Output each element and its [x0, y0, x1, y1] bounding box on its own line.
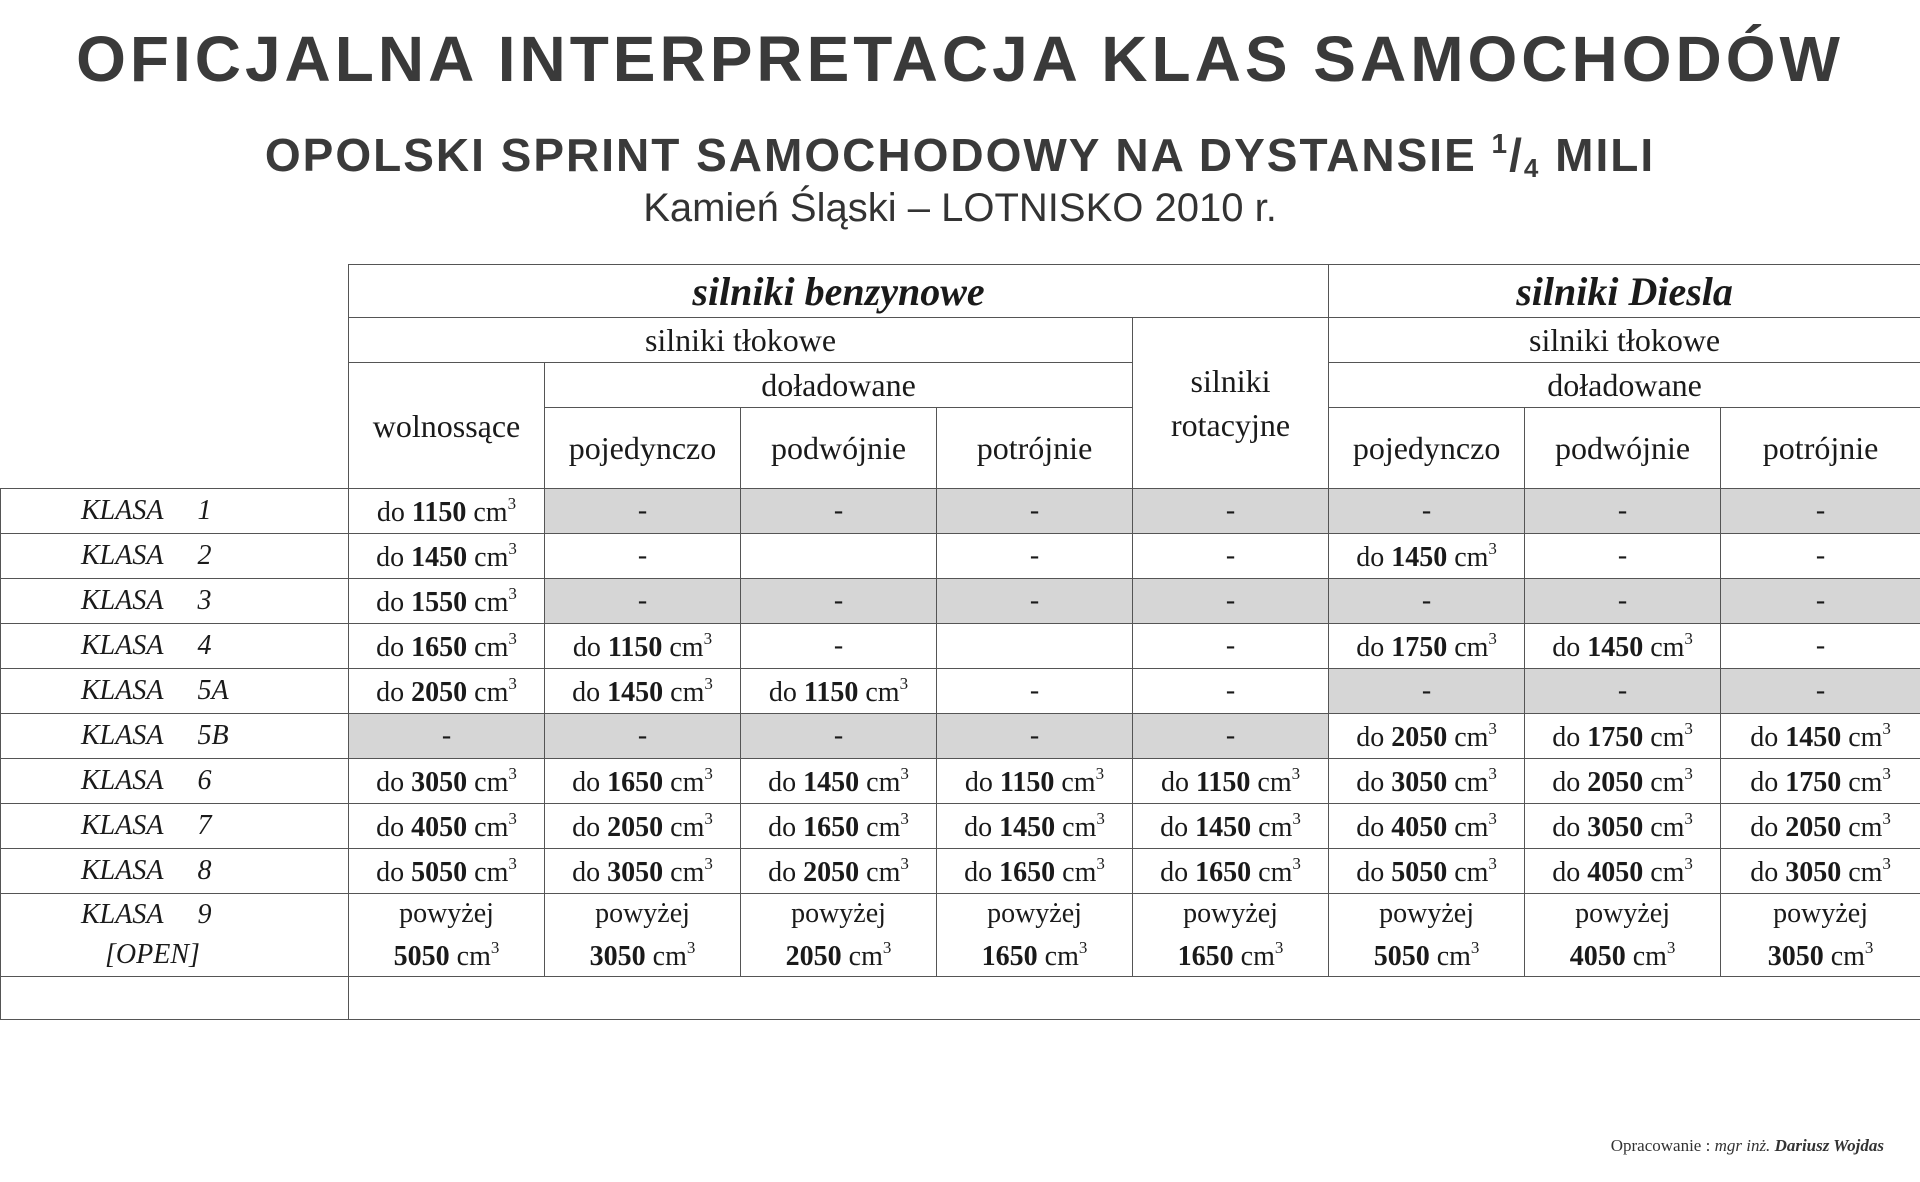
- class-label: [1, 579, 349, 624]
- dash-cell: -: [1525, 669, 1721, 714]
- capacity-cell: do 1550 $cm^3$: [349, 579, 545, 624]
- capacity-cell: do 1750 $cm^3$: [1721, 759, 1920, 804]
- diesel-piston-header: silniki tłokowe: [1329, 318, 1920, 363]
- class-label: [1, 849, 349, 894]
- class-number: 7: [197, 810, 212, 841]
- dash-cell: -: [349, 714, 545, 759]
- dash-cell: -: [545, 489, 741, 534]
- rotary-line2: rotacyjne: [1171, 407, 1291, 443]
- open-cell: powyżej 1650 $cm^3$: [1133, 894, 1329, 977]
- class-row: [1, 804, 1920, 849]
- capacity-cell: do 1450 $cm^3$: [741, 759, 937, 804]
- credit-name: Dariusz Wojdas: [1774, 1136, 1884, 1155]
- capacity-cell: do 2050 $cm^3$: [1721, 804, 1920, 849]
- dash-cell: -: [1329, 579, 1525, 624]
- capacity-cell: do 3050 $cm^3$: [1525, 804, 1721, 849]
- dash-cell: -: [937, 534, 1133, 579]
- open-cell: powyżej 5050 $cm^3$: [1329, 894, 1525, 977]
- open-cell: powyżej 2050 $cm^3$: [741, 894, 937, 977]
- dash-cell: -: [741, 579, 937, 624]
- class-number: 3: [197, 585, 212, 616]
- capacity-cell: do 4050 $cm^3$: [349, 804, 545, 849]
- group-diesel: silniki Diesla: [1329, 265, 1920, 318]
- capacity-cell: do 5050 $cm^3$: [349, 849, 545, 894]
- class-number: 8: [197, 855, 212, 886]
- author-credit: [1611, 1136, 1884, 1156]
- capacity-cell: do 1450 $cm^3$: [545, 669, 741, 714]
- class-label: [1, 489, 349, 534]
- class-label: [1, 534, 349, 579]
- credit-title: mgr inż.: [1714, 1136, 1771, 1155]
- open-cell: powyżej 4050 $cm^3$: [1525, 894, 1721, 977]
- open-cell: powyżej 3050 $cm^3$: [545, 894, 741, 977]
- dash-cell: -: [937, 669, 1133, 714]
- petrol-triple-header: potrójnie: [937, 408, 1133, 489]
- class-label: [1, 714, 349, 759]
- subtitle-main: OPOLSKI SPRINT SAMOCHODOWY NA DYSTANSIE: [264, 129, 1477, 181]
- petrol-piston-header: silniki tłokowe: [349, 318, 1133, 363]
- open-cell: powyżej 5050 $cm^3$: [349, 894, 545, 977]
- diesel-double-header: podwójnie: [1525, 408, 1721, 489]
- dash-cell: -: [1133, 624, 1329, 669]
- dash-cell: -: [1721, 489, 1920, 534]
- capacity-cell: do 1150 $cm^3$: [1133, 759, 1329, 804]
- class-number: 9: [197, 899, 212, 930]
- diesel-single-header: pojedynczo: [1329, 408, 1525, 489]
- capacity-cell: do 1650 $cm^3$: [545, 759, 741, 804]
- capacity-cell: do 1450 $cm^3$: [1525, 624, 1721, 669]
- capacity-cell: do 1650 $cm^3$: [741, 804, 937, 849]
- capacity-cell: do 1650 $cm^3$: [1133, 849, 1329, 894]
- empty-cell: [937, 624, 1133, 669]
- dash-cell: -: [937, 489, 1133, 534]
- class-row: [1, 624, 1920, 669]
- dash-cell: -: [1329, 489, 1525, 534]
- capacity-cell: do 1750 $cm^3$: [1525, 714, 1721, 759]
- capacity-cell: do 1450 $cm^3$: [1133, 804, 1329, 849]
- dash-cell: -: [1525, 489, 1721, 534]
- capacity-cell: do 1650 $cm^3$: [349, 624, 545, 669]
- capacity-cell: do 3050 $cm^3$: [1721, 849, 1920, 894]
- class-row: [1, 579, 1920, 624]
- capacity-cell: do 1450 $cm^3$: [1721, 714, 1920, 759]
- page-subtitle: OPOLSKI SPRINT SAMOCHODOWY NA DYSTANSIE $^1/_4$ MILI: [264, 128, 1656, 183]
- page-title: OFICJALNA INTERPRETACJA KLAS SAMOCHODÓW: [76, 23, 1844, 95]
- empty-cell: [349, 977, 1920, 1020]
- dash-cell: -: [1133, 714, 1329, 759]
- class-row: [1, 669, 1920, 714]
- empty-row: [1, 977, 1920, 1020]
- class-label-text: KLASA: [81, 675, 164, 706]
- capacity-cell: do 1150 $cm^3$: [545, 624, 741, 669]
- capacity-cell: do 1450 $cm^3$: [349, 534, 545, 579]
- dash-cell: -: [1133, 669, 1329, 714]
- open-class-row: [1, 894, 1920, 977]
- class-label: [1, 894, 349, 977]
- capacity-cell: do 1450 $cm^3$: [937, 804, 1133, 849]
- capacity-cell: do 2050 $cm^3$: [1525, 759, 1721, 804]
- dash-cell: -: [1133, 534, 1329, 579]
- capacity-cell: do 1150 $cm^3$: [349, 489, 545, 534]
- capacity-cell: do 2050 $cm^3$: [1329, 714, 1525, 759]
- dash-cell: -: [741, 489, 937, 534]
- dash-cell: -: [1525, 534, 1721, 579]
- class-label: [1, 669, 349, 714]
- class-label-text: KLASA: [81, 810, 164, 841]
- dash-cell: -: [741, 624, 937, 669]
- capacity-cell: do 5050 $cm^3$: [1329, 849, 1525, 894]
- class-row: [1, 489, 1920, 534]
- dash-cell: -: [937, 714, 1133, 759]
- petrol-single-header: pojedynczo: [545, 408, 741, 489]
- class-label-text: KLASA: [81, 630, 164, 661]
- capacity-cell: do 1750 $cm^3$: [1329, 624, 1525, 669]
- class-number: 5A: [197, 675, 229, 706]
- capacity-cell: do 2050 $cm^3$: [741, 849, 937, 894]
- diesel-charged-header: doładowane: [1329, 363, 1920, 408]
- class-number: 6: [197, 765, 212, 796]
- dash-cell: -: [545, 714, 741, 759]
- dash-cell: -: [1329, 669, 1525, 714]
- rotary-line1: silniki: [1190, 363, 1271, 399]
- class-label-text: KLASA: [81, 720, 164, 751]
- rotary-header: [1133, 318, 1329, 489]
- class-rows: [1, 489, 1920, 894]
- class-label-text: KLASA: [81, 765, 164, 796]
- class-label-text: KLASA: [81, 540, 164, 571]
- event-place: Kamień Śląski – LOTNISKO 2010 r.: [643, 186, 1277, 230]
- class-tag: [OPEN]: [105, 939, 200, 970]
- capacity-cell: do 3050 $cm^3$: [349, 759, 545, 804]
- class-label-text: KLASA: [81, 899, 164, 930]
- class-label: [1, 759, 349, 804]
- subtitle-tail: MILI: [1555, 129, 1656, 181]
- class-label: [1, 804, 349, 849]
- corner-cell: [1, 265, 349, 489]
- dash-cell: -: [1525, 579, 1721, 624]
- subtitle-fraction-numerator: 1: [1491, 128, 1510, 159]
- dash-cell: -: [741, 714, 937, 759]
- capacity-cell: do 1150 $cm^3$: [741, 669, 937, 714]
- credit-prefix: Opracowanie :: [1610, 1136, 1711, 1155]
- class-number: 4: [197, 630, 212, 661]
- dash-cell: -: [1721, 669, 1920, 714]
- dash-cell: -: [937, 579, 1133, 624]
- class-number: 5B: [197, 720, 229, 751]
- dash-cell: -: [545, 534, 741, 579]
- diesel-triple-header: potrójnie: [1721, 408, 1920, 489]
- subtitle-fraction-denominator: 4: [1523, 153, 1541, 183]
- class-label: [1, 624, 349, 669]
- group-petrol: silniki benzynowe: [349, 265, 1329, 318]
- petrol-charged-header: doładowane: [545, 363, 1133, 408]
- class-number: 1: [197, 495, 212, 526]
- class-table: [0, 264, 1920, 1020]
- dash-cell: -: [545, 579, 741, 624]
- dash-cell: -: [1133, 489, 1329, 534]
- capacity-cell: do 2050 $cm^3$: [349, 669, 545, 714]
- dash-cell: -: [1133, 579, 1329, 624]
- capacity-cell: do 1150 $cm^3$: [937, 759, 1133, 804]
- capacity-cell: do 3050 $cm^3$: [1329, 759, 1525, 804]
- capacity-cell: do 1450 $cm^3$: [1329, 534, 1525, 579]
- dash-cell: -: [1721, 579, 1920, 624]
- capacity-cell: do 1650 $cm^3$: [937, 849, 1133, 894]
- dash-cell: -: [1721, 534, 1920, 579]
- open-cell: powyżej 1650 $cm^3$: [937, 894, 1133, 977]
- class-label-text: KLASA: [81, 855, 164, 886]
- capacity-cell: do 4050 $cm^3$: [1329, 804, 1525, 849]
- empty-cell: [741, 534, 937, 579]
- empty-cell: [1, 977, 349, 1020]
- class-row: [1, 759, 1920, 804]
- class-label-text: KLASA: [81, 495, 164, 526]
- class-row: [1, 714, 1920, 759]
- capacity-cell: do 2050 $cm^3$: [545, 804, 741, 849]
- class-number: 2: [197, 540, 212, 571]
- naturally-aspirated-header: wolnossące: [349, 363, 545, 489]
- class-row: [1, 849, 1920, 894]
- dash-cell: -: [1721, 624, 1920, 669]
- capacity-cell: do 4050 $cm^3$: [1525, 849, 1721, 894]
- capacity-cell: do 3050 $cm^3$: [545, 849, 741, 894]
- open-cell: powyżej 3050 $cm^3$: [1721, 894, 1920, 977]
- petrol-double-header: podwójnie: [741, 408, 937, 489]
- class-label-text: KLASA: [81, 585, 164, 616]
- class-row: [1, 534, 1920, 579]
